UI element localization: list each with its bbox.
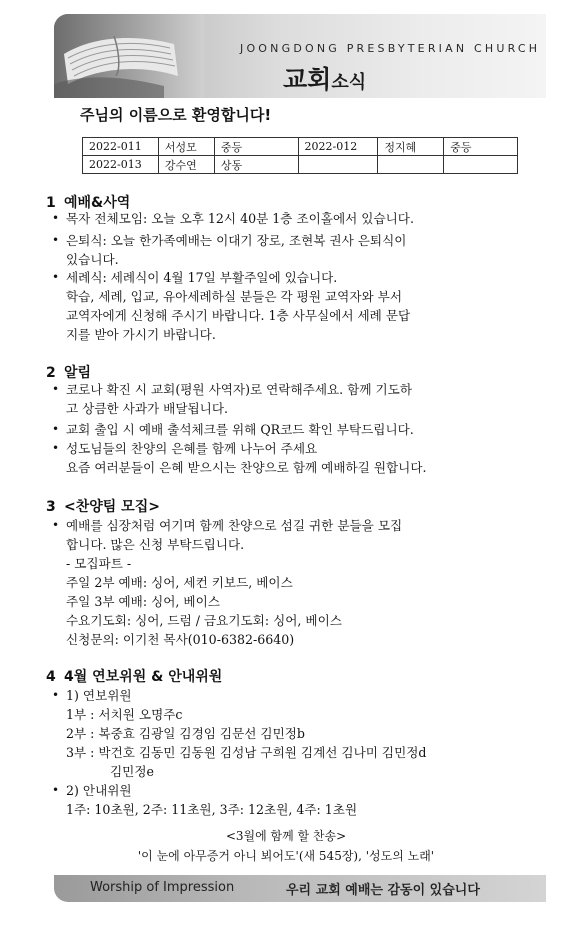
bullet-icon: • [52, 422, 60, 436]
open-bible-illustration [54, 14, 204, 98]
item-line: 예배를 심장처럼 여기며 함께 찬양으로 섬길 귀한 분들을 모집 [66, 518, 403, 533]
bullet-icon: • [52, 382, 60, 396]
item-line: 목자 전체모임: 오늘 오후 12시 40분 1층 조이홀에서 있습니다. [66, 211, 414, 226]
table-cell: 2022-012 [298, 138, 378, 156]
item-line: 1부 : 서치원 오명주c [66, 707, 183, 722]
item-line: 요즘 여러분들이 은혜 받으시는 찬양으로 함께 예배하길 원합니다. [66, 460, 427, 475]
bullet-icon: • [52, 518, 60, 532]
hymn-songs: '이 눈에 아무증거 아니 뵈어도'(새 545장), '성도의 노래' [137, 849, 435, 863]
item-line: 코로나 확진 시 교회(평원 사역자)로 연락해주세요. 함께 기도하 [66, 382, 412, 397]
item-line: 주일 3부 예배: 싱어, 베이스 [66, 594, 220, 609]
table-cell [444, 156, 518, 174]
table-cell: 2022-011 [83, 138, 159, 156]
bullet-icon: • [52, 211, 60, 225]
item-line: 신청문의: 이기천 목사(010-6382-6640) [66, 632, 295, 647]
bullet-icon: • [52, 783, 60, 797]
section-2-title [46, 362, 91, 382]
item-line: 합니다. 많은 신청 부탁드립니다. [66, 537, 245, 552]
item-line: 세례식: 세례식이 4월 17일 부활주일에 있습니다. [66, 270, 338, 285]
list-item [66, 420, 414, 439]
table-row [83, 138, 518, 156]
hymn-heading: <3월에 함께 할 찬송> [225, 829, 347, 843]
list-item [66, 209, 414, 228]
item-line: 3부 : 박건호 김동민 김동원 김성남 구희원 김계선 김나미 김민정d [66, 745, 427, 760]
table-cell [298, 156, 378, 174]
item-line: 성도님들의 찬양의 은혜를 함께 나누어 주세요 [66, 441, 318, 456]
table-cell: 상동 [214, 156, 298, 174]
new-members-table [82, 137, 518, 174]
item-line: 지를 받아 가시기 바랍니다. [66, 327, 216, 342]
bullet-icon: • [52, 441, 60, 455]
title-sub: 소식 [331, 72, 367, 93]
list-item [66, 268, 410, 344]
item-line: 김민정e [110, 764, 154, 779]
bullet-icon: • [52, 233, 60, 247]
list-item [66, 516, 402, 649]
bullet-icon: • [52, 270, 60, 284]
section-4-title [46, 666, 222, 686]
section-heading: <찬양팀 모집> [64, 499, 160, 515]
section-3-title [46, 496, 160, 516]
section-number: 3 [46, 499, 56, 515]
table-cell [378, 156, 444, 174]
table-cell: 중등 [444, 138, 518, 156]
section-heading: 알림 [64, 365, 92, 381]
footer-bar [54, 875, 546, 902]
table-cell: 서성모 [158, 138, 214, 156]
list-item [66, 686, 427, 781]
header-banner [54, 14, 546, 98]
welcome-heading: 주님의 이름으로 환영합니다! [80, 106, 272, 124]
item-line: 2) 안내위원 [66, 783, 132, 798]
page-title [283, 60, 366, 96]
church-name: JOONGDONG PRESBYTERIAN CHURCH [240, 42, 541, 55]
table-row [83, 156, 518, 174]
table-cell: 정지혜 [378, 138, 444, 156]
item-line: 2부 : 복중효 김광일 김경임 김문선 김민정b [66, 726, 305, 741]
section-heading: 4월 연보위원 & 안내위원 [64, 669, 223, 685]
section-heading: 예배&사역 [64, 195, 131, 211]
item-line: 교회 출입 시 예배 출석체크를 위해 QR코드 확인 부탁드립니다. [66, 422, 414, 437]
table-cell: 중등 [214, 138, 298, 156]
list-item [66, 439, 427, 477]
section-number: 2 [46, 365, 56, 381]
table-cell: 강수연 [158, 156, 214, 174]
section-number: 1 [46, 195, 56, 211]
item-line: 주일 2부 예배: 싱어, 세컨 키보드, 베이스 [66, 575, 293, 590]
table-cell: 2022-013 [83, 156, 159, 174]
item-line: - 모집파트 - [66, 556, 132, 571]
footer-korean: 우리 교회 예배는 감동이 있습니다 [286, 883, 480, 898]
item-line: 학습, 세례, 입교, 유아세례하실 분들은 각 평원 교역자와 부서 [66, 289, 403, 304]
list-item [66, 781, 357, 819]
item-line: 1) 연보위원 [66, 688, 132, 703]
item-line: 1주: 10초원, 2주: 11초원, 3주: 12초원, 4주: 1초원 [66, 802, 358, 817]
section-number: 4 [46, 669, 56, 685]
item-line: 수요기도회: 싱어, 드럼 / 금요기도회: 싱어, 베이스 [66, 613, 342, 628]
bullet-icon: • [52, 688, 60, 702]
list-item [66, 231, 406, 269]
list-item [66, 380, 412, 418]
footer-english: Worship of Impression [90, 880, 235, 895]
item-line: 있습니다. [66, 252, 119, 267]
title-main: 교회 [283, 65, 332, 94]
item-line: 은퇴식: 오늘 한가족예배는 이대기 장로, 조현복 권사 은퇴식이 [66, 233, 407, 248]
item-line: 고 상큼한 사과가 배달됩니다. [66, 401, 228, 416]
item-line: 교역자에게 신청해 주시기 바랍니다. 1층 사무실에서 세례 문답 [66, 308, 411, 323]
